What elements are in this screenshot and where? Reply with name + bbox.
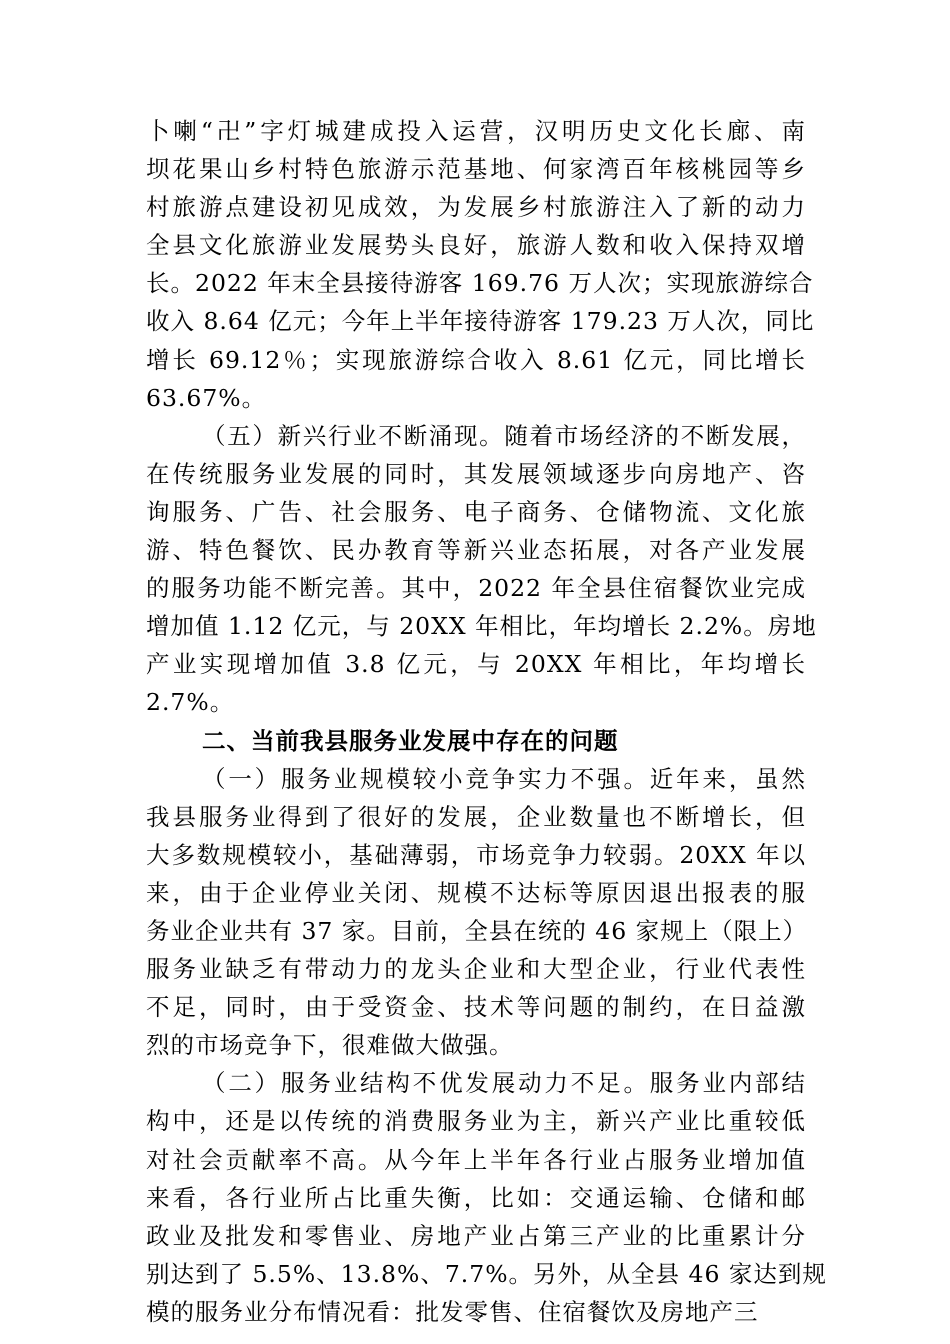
text-line: 坝花果山乡村特色旅游示范基地、何家湾百年核桃园等乡 [146, 155, 806, 184]
text-line: 2.7%。 [146, 688, 235, 717]
text-line: 收入 8.64 亿元；今年上半年接待游客 179.23 万人次，同比 [146, 307, 815, 336]
paragraph [146, 760, 806, 1065]
paragraph [146, 112, 815, 417]
text-line: 63.67%。 [146, 383, 267, 412]
text-line: 模的服务业分布情况看：批发零售、住宿餐饮及房地产三 [146, 1297, 759, 1326]
text-line: 的服务功能不断完善。其中，2022 年全县住宿餐饮业完成 [146, 574, 806, 603]
paragraph [146, 1064, 827, 1331]
text-line: 我县服务业得到了很好的发展，企业数量也不断增长，但 [146, 802, 806, 831]
text-line: 卜喇“卍”字灯城建成投入运营，汉明历史文化长廊、南 [146, 117, 806, 145]
text-line: 增长 69.12％；实现旅游综合收入 8.61 亿元，同比增长 [146, 345, 806, 374]
text-line: 村旅游点建设初见成效，为发展乡村旅游注入了新的动力 [146, 193, 806, 222]
text-line: 构中，还是以传统的消费服务业为主，新兴产业比重较低 [146, 1107, 806, 1136]
section-heading: 二、当前我县服务业发展中存在的问题 [202, 726, 619, 755]
text-line: 询服务、广告、社会服务、电子商务、仓储物流、文化旅 [146, 497, 806, 526]
text-line: 服务业缺乏有带动力的龙头企业和大型企业，行业代表性 [146, 955, 806, 984]
text-line: 务业企业共有 37 家。目前，全县在统的 46 家规上（限上） [146, 916, 808, 945]
text-line: 烈的市场竞争下，很难做大做强。 [146, 1031, 514, 1060]
text-line: 政业及批发和零售业、房地产业占第三产业的比重累计分 [146, 1221, 806, 1250]
text-line: （二）服务业结构不优发展动力不足。服务业内部结 [202, 1069, 806, 1098]
text-line: 对社会贡献率不高。从今年上半年各行业占服务业增加值 [146, 1145, 806, 1174]
document-page [146, 112, 827, 1331]
text-line: （五）新兴行业不断涌现。随着市场经济的不断发展， [202, 421, 806, 450]
paragraph [146, 417, 817, 722]
text-line: 游、特色餐饮、民办教育等新兴业态拓展，对各产业发展 [146, 536, 806, 565]
text-line: 在传统服务业发展的同时，其发展领域逐步向房地产、咨 [146, 459, 806, 488]
text-line: 产业实现增加值 3.8 亿元，与 20XX 年相比，年均增长 [146, 650, 806, 679]
text-line: （一）服务业规模较小竞争实力不强。近年来，虽然 [202, 764, 806, 793]
text-line: 来看，各行业所占比重失衡，比如：交通运输、仓储和邮 [146, 1183, 806, 1212]
text-line: 别达到了 5.5%、13.8%、7.7%。另外，从全县 46 家达到规 [146, 1259, 827, 1288]
text-line: 大多数规模较小，基础薄弱，市场竞争力较弱。20XX 年以 [146, 840, 806, 869]
text-line: 来，由于企业停业关闭、规模不达标等原因退出报表的服 [146, 878, 806, 907]
text-line: 长。2022 年末全县接待游客 169.76 万人次；实现旅游综合 [146, 269, 814, 298]
text-line: 全县文化旅游业发展势头良好，旅游人数和收入保持双增 [146, 231, 806, 260]
text-line: 增加值 1.12 亿元，与 20XX 年相比，年均增长 2.2%。房地 [146, 612, 817, 641]
text-line: 不足，同时，由于受资金、技术等问题的制约，在日益激 [146, 993, 806, 1022]
